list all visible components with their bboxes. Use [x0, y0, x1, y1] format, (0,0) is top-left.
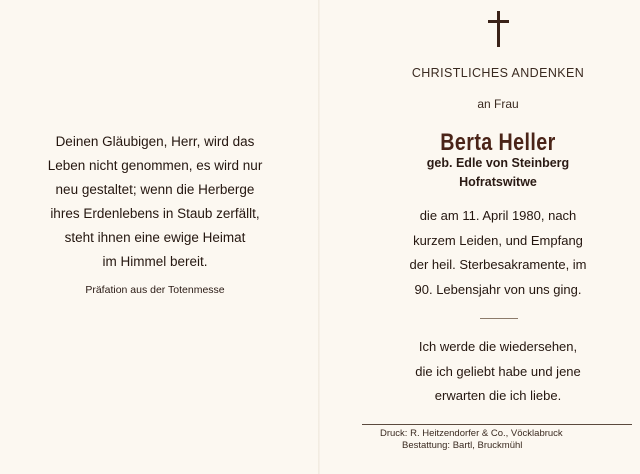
left-panel: [20, 130, 290, 296]
deceased-title: Hofratswitwe: [459, 175, 537, 189]
verse-line: steht ihnen eine ewige Heimat: [64, 230, 246, 245]
farewell-quote: [374, 335, 622, 409]
verse: [20, 130, 290, 274]
death-notice: [374, 204, 622, 302]
card-header: CHRISTLICHES ANDENKEN: [411, 66, 585, 80]
undertaker-credit: Bestattung: Bartl, Bruckmühl: [402, 440, 523, 451]
death-notice-line: 90. Lebensjahr von uns ging.: [414, 281, 582, 297]
death-notice-line: kurzem Leiden, und Empfang: [413, 232, 583, 248]
printer-credit: Druck: R. Heitzendorfer & Co., Vöcklabruck: [380, 428, 563, 439]
deceased-name: Berta Heller: [440, 129, 556, 156]
imprint: [380, 428, 630, 452]
verse-line: Leben nicht genommen, es wird nur: [47, 158, 263, 173]
maiden-name: geb. Edle von Steinberg: [426, 156, 570, 170]
death-notice-line: die am 11. April 1980, nach: [419, 208, 577, 223]
intro-text: an Frau: [477, 97, 519, 111]
cross-icon: [488, 11, 510, 47]
death-notice-line: der heil. Sterbesakramente, im: [409, 257, 587, 272]
divider: [480, 318, 518, 319]
imprint-divider: [362, 424, 632, 425]
verse-line: ihres Erdenlebens in Staub zerfällt,: [50, 206, 260, 221]
verse-line: Deinen Gläubigen, Herr, wird das: [55, 134, 255, 149]
farewell-line: die ich geliebt habe und jene: [415, 363, 581, 379]
farewell-line: Ich werde die wiedersehen,: [418, 339, 578, 354]
farewell-line: erwarten die ich liebe.: [434, 388, 562, 403]
verse-line: im Himmel bereit.: [102, 254, 208, 269]
card-fold: [318, 0, 320, 474]
verse-source: Präfation aus der Totenmesse: [85, 284, 225, 296]
verse-line: neu gestaltet; wenn die Herberge: [55, 182, 255, 197]
